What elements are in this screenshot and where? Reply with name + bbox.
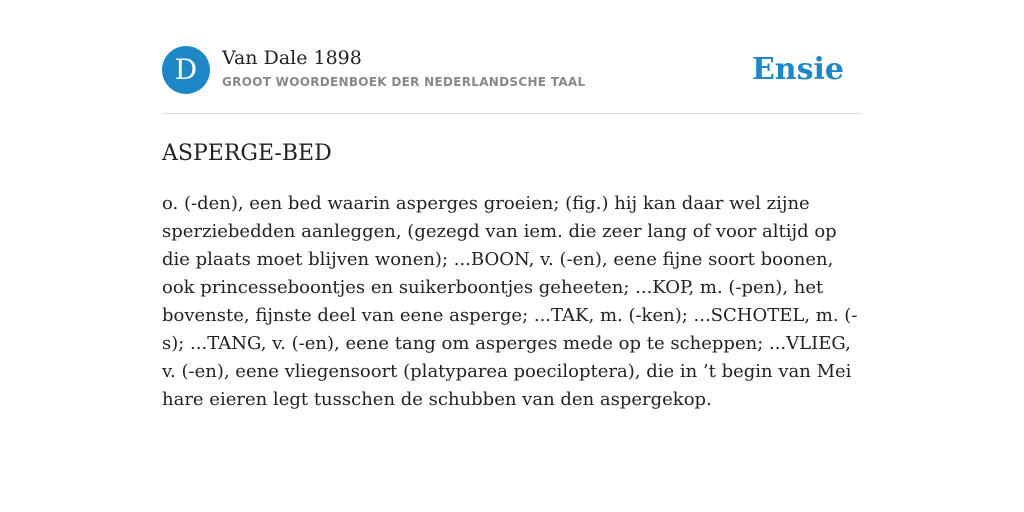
entry-definition: o. (-den), een bed waarin asperges groeien; (fig.) hij kan daar wel zijne sperziebedden aanleggen, (gezegd van iem. die zeer lang of voor altijd op die plaats moet blijven wonen); ...BOON, v. (-en), eene fijne soort boonen, ook princesseboontjes en suikerboontjes geheeten; ...KOP, m. (-pen), het bovenste, fijnste deel van eene asperge; ...TAK, m. (-ken); ...SCHOTEL, m. (-s); ...TANG, v. (-en), eene tang om asperges mede op te scheppen; ...VLIEG, v. (-en), eene vliegensoort (platyparea poeciloptera), die in ’t begin van Mei hare eieren legt tusschen de schubben van den aspergekop. bbox=[162, 193, 858, 410]
divider bbox=[162, 113, 862, 114]
entry-card bbox=[162, 46, 862, 410]
source-avatar[interactable]: D bbox=[162, 46, 210, 94]
source-subtitle: GROOT WOORDENBOEK DER NEDERLANDSCHE TAAL bbox=[222, 75, 586, 89]
entry-title: ASPERGE-BED bbox=[162, 141, 332, 166]
header bbox=[162, 46, 862, 96]
source-title[interactable]: Van Dale 1898 bbox=[222, 47, 362, 69]
brand-logo[interactable]: Ensie bbox=[751, 52, 844, 87]
